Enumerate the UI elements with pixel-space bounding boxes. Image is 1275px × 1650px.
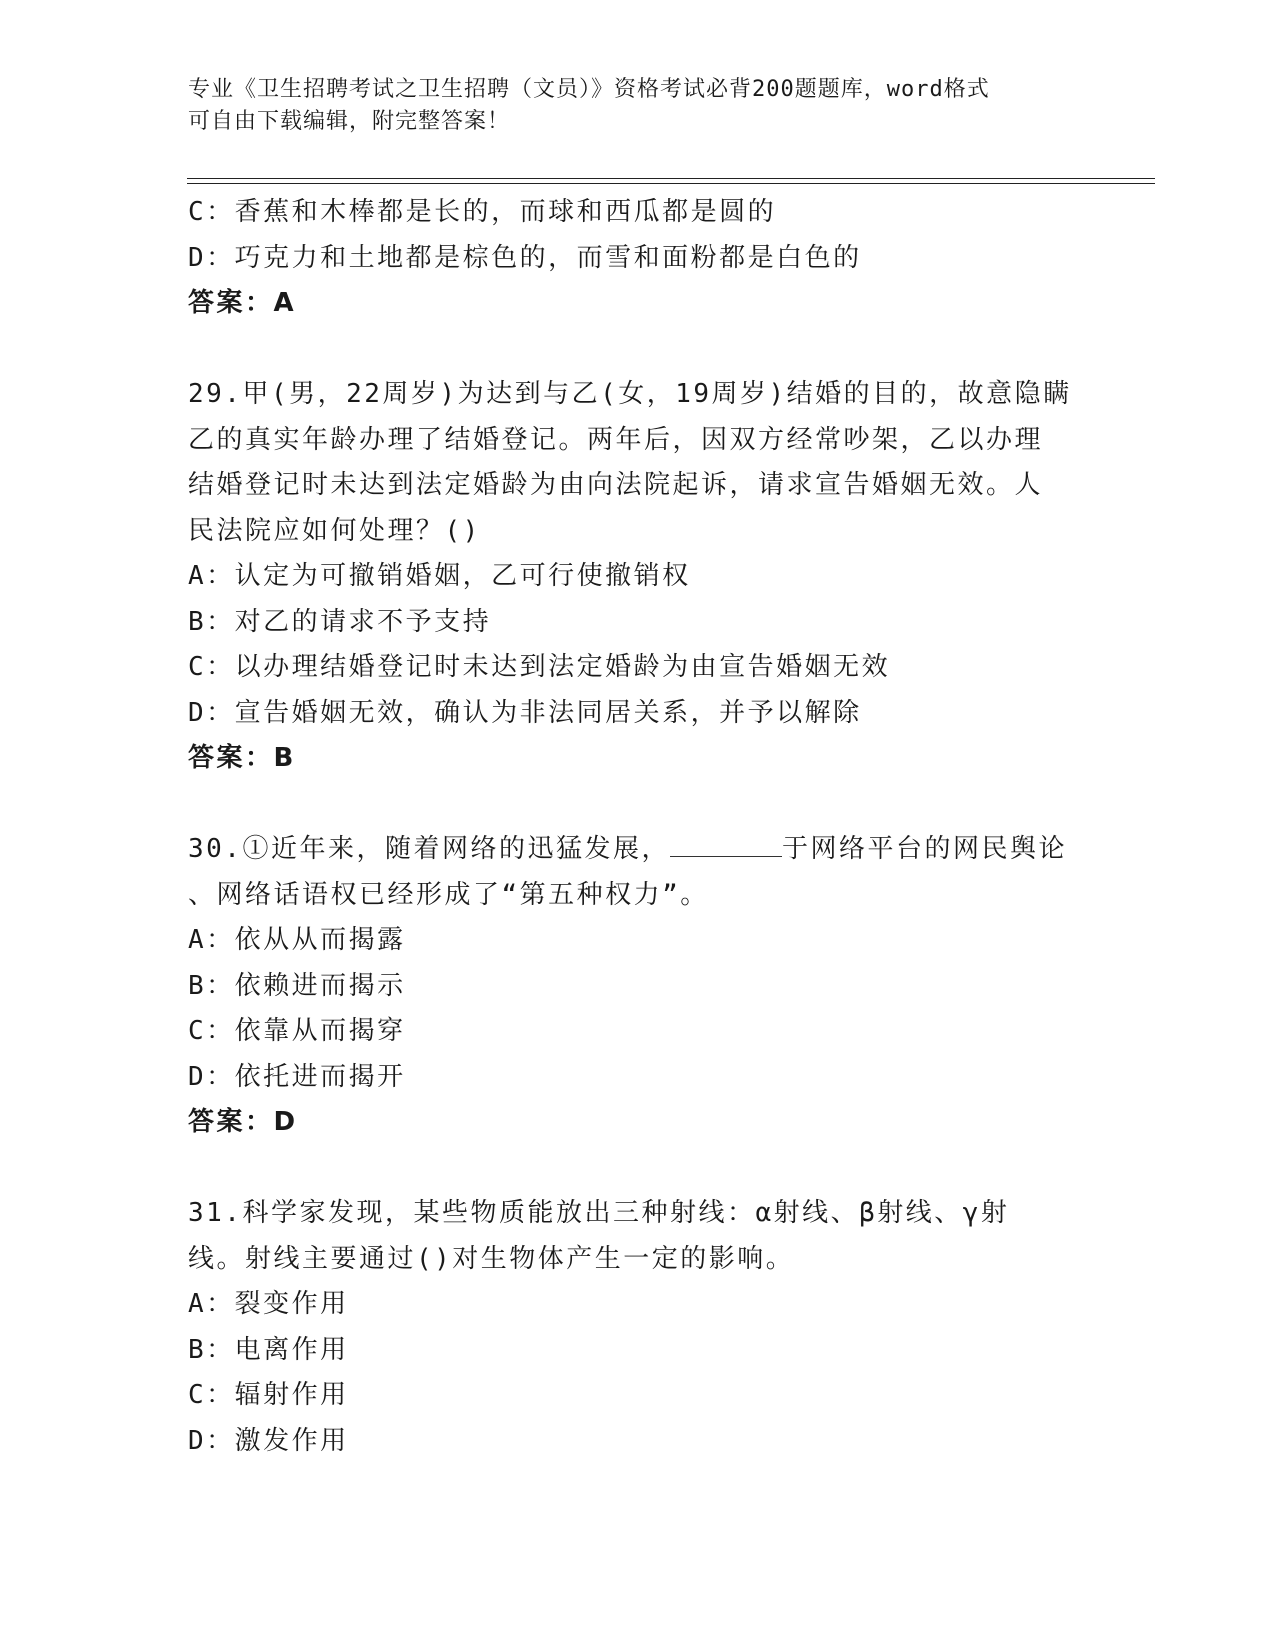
question-30 <box>188 827 1088 1146</box>
option-b: B：电离作用 <box>188 1334 349 1365</box>
header-title-line-2: 可自由下载编辑，附完整答案！ <box>188 109 511 134</box>
option-d: D：激发作用 <box>188 1425 349 1456</box>
option-d: D：依托进而揭开 <box>188 1061 406 1092</box>
option-a: A：依从从而揭露 <box>188 925 406 955</box>
question-text-line: 民法院应如何处理？() <box>188 515 481 546</box>
question-text-after-blank: 于网络平台的网民舆论 <box>781 834 1067 864</box>
option-c: C：香蕉和木棒都是长的，而球和西瓜都是圆的 <box>188 197 777 227</box>
fill-in-blank <box>670 836 782 857</box>
spacer <box>188 782 1088 828</box>
question-text-line: 线。射线主要通过()对生物体产生一定的影响。 <box>188 1243 795 1274</box>
header-divider-bottom <box>187 183 1155 184</box>
question-29 <box>188 372 1088 782</box>
question-text-before-blank: 30.①近年来，随着网络的迅猛发展， <box>188 834 670 864</box>
answer-line: 答案：A <box>188 288 297 318</box>
question-text-line: 结婚登记时未达到法定婚龄为由向法院起诉，请求宣告婚姻无效。人 <box>188 470 1044 500</box>
option-d: D：宣告婚姻无效，确认为非法同居关系，并予以解除 <box>188 697 862 728</box>
question-28-tail <box>188 190 1088 327</box>
option-c: C：以办理结婚登记时未达到法定婚龄为由宣告婚姻无效 <box>188 652 891 682</box>
question-text-line: 29.甲(男，22周岁)为达到与乙(女，19周岁)结婚的目的，故意隐瞒 <box>188 379 1072 409</box>
question-text-line: 31.科学家发现，某些物质能放出三种射线：α射线、β射线、γ射 <box>188 1198 1010 1228</box>
question-text-line <box>188 827 1088 873</box>
option-b: B：对乙的请求不予支持 <box>188 606 492 637</box>
answer-line: 答案：D <box>188 1107 298 1137</box>
document-body <box>188 190 1088 1464</box>
header-title-line-1: 专业《卫生招聘考试之卫生招聘（文员）》资格考试必背200题题库，word格式 <box>188 77 990 102</box>
spacer <box>188 327 1088 373</box>
spacer <box>188 1146 1088 1192</box>
answer-line: 答案：B <box>188 743 296 773</box>
question-text-line: 、网络话语权已经形成了“第五种权力”。 <box>188 879 709 910</box>
document-header <box>188 74 1088 138</box>
option-c: C：依靠从而揭穿 <box>188 1016 406 1046</box>
question-text-line: 乙的真实年龄办理了结婚登记。两年后，因双方经常吵架，乙以办理 <box>188 424 1044 455</box>
option-b: B：依赖进而揭示 <box>188 970 406 1001</box>
header-divider-top <box>187 178 1155 179</box>
option-c: C：辐射作用 <box>188 1380 349 1410</box>
option-a: A：裂变作用 <box>188 1289 349 1319</box>
option-d: D：巧克力和土地都是棕色的，而雪和面粉都是白色的 <box>188 242 862 273</box>
question-31 <box>188 1191 1088 1464</box>
option-a: A：认定为可撤销婚姻，乙可行使撤销权 <box>188 561 691 591</box>
